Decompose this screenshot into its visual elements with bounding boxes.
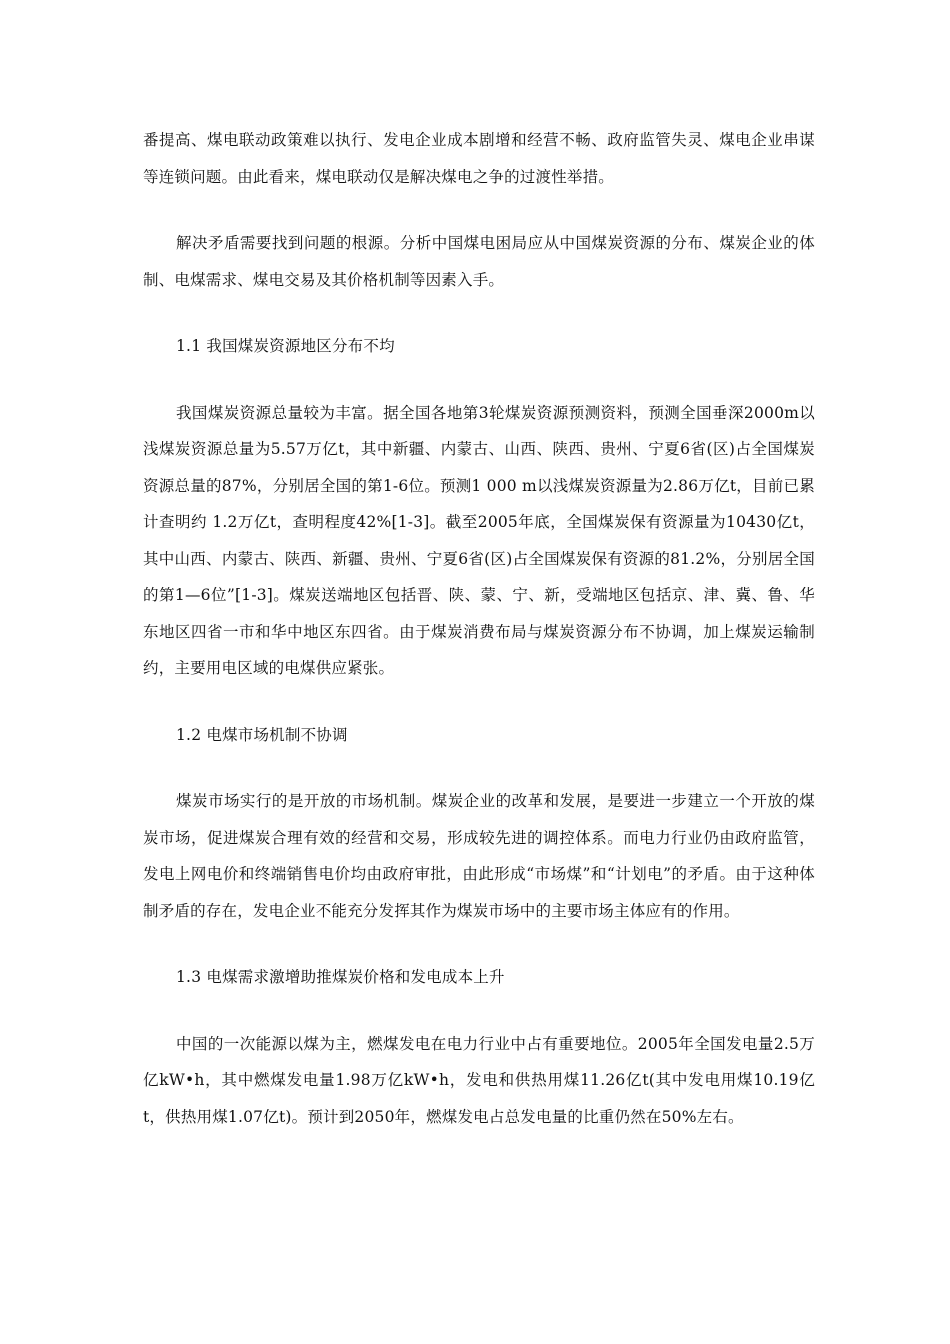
section-heading-1-1: 1.1 我国煤炭资源地区分布不均	[176, 337, 395, 355]
paragraph-2: 解决矛盾需要找到问题的根源。分析中国煤电困局应从中国煤炭资源的分布、煤炭企业的体制、电煤需求、煤电交易及其价格机制等因素入手。	[143, 234, 815, 289]
paragraph-gap	[143, 753, 815, 783]
paragraph-gap	[143, 365, 815, 395]
section-heading-1-3: 1.3 电煤需求激增助推煤炭价格和发电成本上升	[176, 968, 505, 986]
paragraph-gap	[143, 996, 815, 1026]
paragraph-gap	[143, 195, 815, 225]
paragraph-gap	[143, 929, 815, 959]
paragraph-gap	[143, 687, 815, 717]
paragraph-5: 中国的一次能源以煤为主，燃煤发电在电力行业中占有重要地位。2005年全国发电量2.5万亿kW•h，其中燃煤发电量1.98万亿kW•h，发电和供热用煤11.26亿t(其中发电用煤10.19亿t，供热用煤1.07亿t)。预计到2050年，燃煤发电占总发电量的比重仍然在50%左右。	[143, 1034, 815, 1126]
section-heading-1-2: 1.2 电煤市场机制不协调	[176, 725, 348, 744]
paragraph-1: 番提高、煤电联动政策难以执行、发电企业成本剧增和经营不畅、政府监管失灵、煤电企业串谋等连锁问题。由此看来，煤电联动仅是解决煤电之争的过渡性举措。	[143, 131, 815, 186]
document-body	[143, 122, 815, 1135]
paragraph-3: 我国煤炭资源总量较为丰富。据全国各地第3轮煤炭资源预测资料，预测全国垂深2000m以浅煤炭资源总量为5.57万亿t，其中新疆、内蒙古、山西、陕西、贵州、宁夏6省(区)占全国煤炭资源总量的87%，分别居全国的第1-6位。预测1 000 m以浅煤炭资源量为2.86万亿t，目前已累计查明约 1.2万亿t，查明程度42%[1-3]。截至2005年底，全国煤炭保有资源量为10430亿t，其中山西、内蒙古、陕西、新疆、贵州、宁夏6省(区)占全国煤炭保有资源的81.2%，分别居全国的第1—6位”[1-3]。煤炭送端地区包括晋、陕、蒙、宁、新，受端地区包括京、津、冀、鲁、华东地区四省一市和华中地区东四省。由于煤炭消费布局与煤炭资源分布不协调，加上煤炭运输制约，主要用电区域的电煤供应紧张。	[143, 403, 815, 677]
paragraph-gap	[143, 298, 815, 328]
paragraph-4: 煤炭市场实行的是开放的市场机制。煤炭企业的改革和发展，是要进一步建立一个开放的煤炭市场，促进煤炭合理有效的经营和交易，形成较先进的调控体系。而电力行业仍由政府监管，发电上网电价和终端销售电价均由政府审批，由此形成“市场煤”和“计划电”的矛盾。由于这种体制矛盾的存在，发电企业不能充分发挥其作为煤炭市场中的主要市场主体应有的作用。	[143, 792, 815, 920]
